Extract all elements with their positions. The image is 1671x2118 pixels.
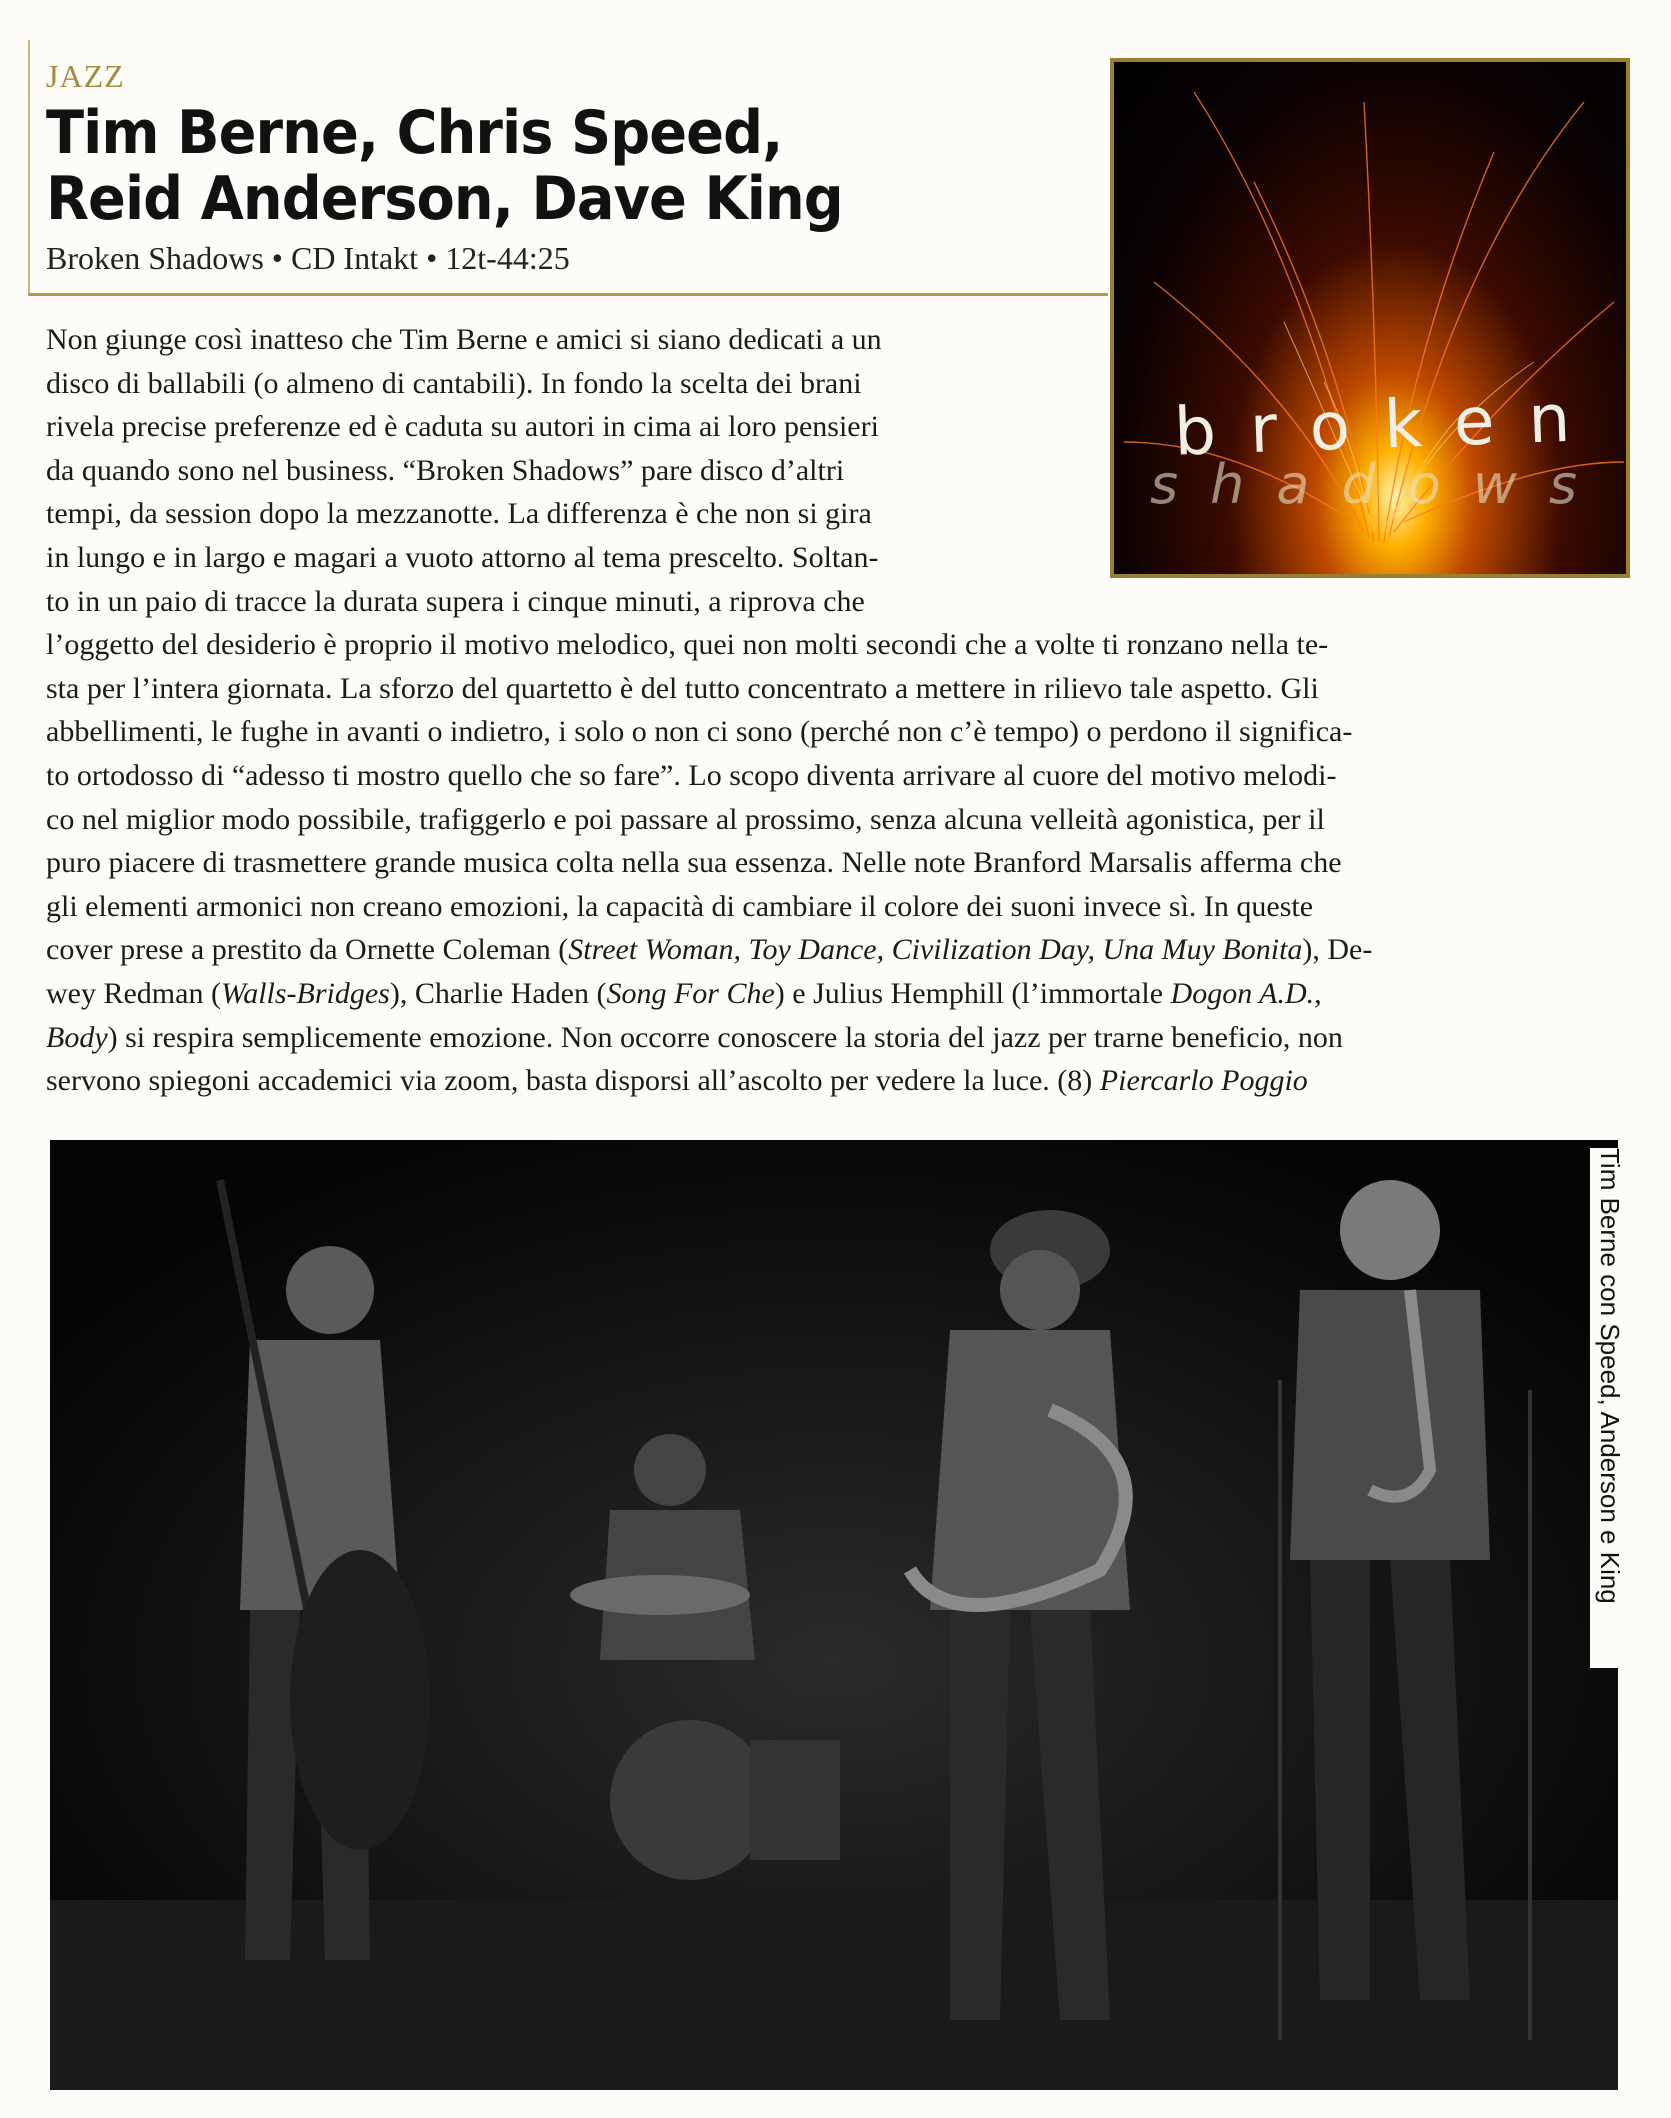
headline-line-2: Reid Anderson, Dave King	[46, 164, 843, 234]
text-line: Non giunge così inatteso che Tim Berne e amici si siano dedicati a un	[46, 323, 882, 356]
text-line: servono spiegoni accademici via zoom, basta disporsi all’ascolto per vedere la luce. (8) Piercarlo Poggio	[46, 1064, 1308, 1098]
text-line: cover prese a prestito da Ornette Coleman (Street Woman, Toy Dance, Civilization Day, Una Muy Bonita), De-	[46, 933, 1373, 967]
track-title: Body	[46, 1020, 108, 1054]
review-body	[46, 318, 1636, 1103]
text-line: rivela precise preferenze ed è caduta su autori in cima ai loro pensieri	[46, 410, 879, 444]
header-vertical-rule	[28, 40, 30, 296]
text-line: disco di ballabili (o almeno di cantabili). In fondo la scelta dei brani	[46, 366, 862, 400]
photo-caption-text: Tim Berne con Speed, Anderson e King	[1595, 1148, 1625, 1604]
review-text-wide	[46, 623, 1636, 1103]
review-headline	[46, 100, 1004, 232]
header-rule	[28, 293, 1108, 296]
author-name: Piercarlo Poggio	[1099, 1064, 1308, 1098]
category-label: JAZZ	[46, 58, 125, 94]
text-line: in lungo e in largo e magari a vuoto attorno al tema prescelto. Soltan-	[46, 540, 879, 574]
text-line: da quando sono nel business. “Broken Shadows” pare disco d’altri	[46, 453, 845, 487]
photo-caption	[1590, 1148, 1626, 1668]
cover-subtitle: shadows	[1150, 453, 1610, 516]
track-titles: Street Woman, Toy Dance, Civilization Day, Una Muy Bonita	[568, 933, 1303, 967]
text-line: Body) si respira semplicemente emozione. Non occorre conoscere la storia del jazz per trarne beneficio, non	[46, 1020, 1343, 1054]
headline-line-1: Tim Berne, Chris Speed,	[46, 98, 783, 168]
text-line: l’oggetto del desiderio è proprio il motivo melodico, quei non molti secondi che a volte ti ronzano nella te-	[46, 628, 1329, 662]
text-line: tempi, da session dopo la mezzanotte. La differenza è che non si gira	[46, 497, 872, 531]
text-line: puro piacere di trasmettere grande musica colta nella sua essenza. Nelle note Branford Marsalis afferma che	[46, 846, 1342, 880]
track-title: Dogon A.D.,	[1170, 976, 1322, 1010]
text-line: wey Redman (Walls-Bridges), Charlie Haden (Song For Che) e Julius Hemphill (l’immortale Dogon A.D.,	[46, 976, 1322, 1010]
text-line: to in un paio di tracce la durata supera i cinque minuti, a riprova che	[46, 584, 865, 618]
text-line: gli elementi armonici non creano emozioni, la capacità di cambiare il colore dei suoni invece sì. In queste	[46, 889, 1314, 923]
text-line: abbellimenti, le fughe in avanti o indietro, i solo o non ci sono (perché non c’è tempo) o perdono il significa-	[46, 715, 1353, 749]
album-info: Broken Shadows • CD Intakt • 12t-44:25	[46, 240, 570, 276]
text-line: sta per l’intera giornata. La sforzo del quartetto è del tutto concentrato a mettere in rilievo tale aspetto. Gli	[46, 671, 1319, 705]
cover-title: broken	[1172, 378, 1606, 471]
band-silhouettes	[50, 1140, 1618, 2090]
track-title: Song For Che	[606, 976, 775, 1010]
review-text-narrow	[46, 318, 1086, 623]
concert-photo	[50, 1140, 1618, 2090]
text-line: co nel miglior modo possibile, trafiggerlo e poi passare al prossimo, senza alcuna velleità agonistica, per il	[46, 802, 1325, 836]
text-line: to ortodosso di “adesso ti mostro quello che so fare”. Lo scopo diventa arrivare al cuore del motivo melodi-	[46, 758, 1337, 792]
track-title: Walls-Bridges	[220, 976, 390, 1010]
